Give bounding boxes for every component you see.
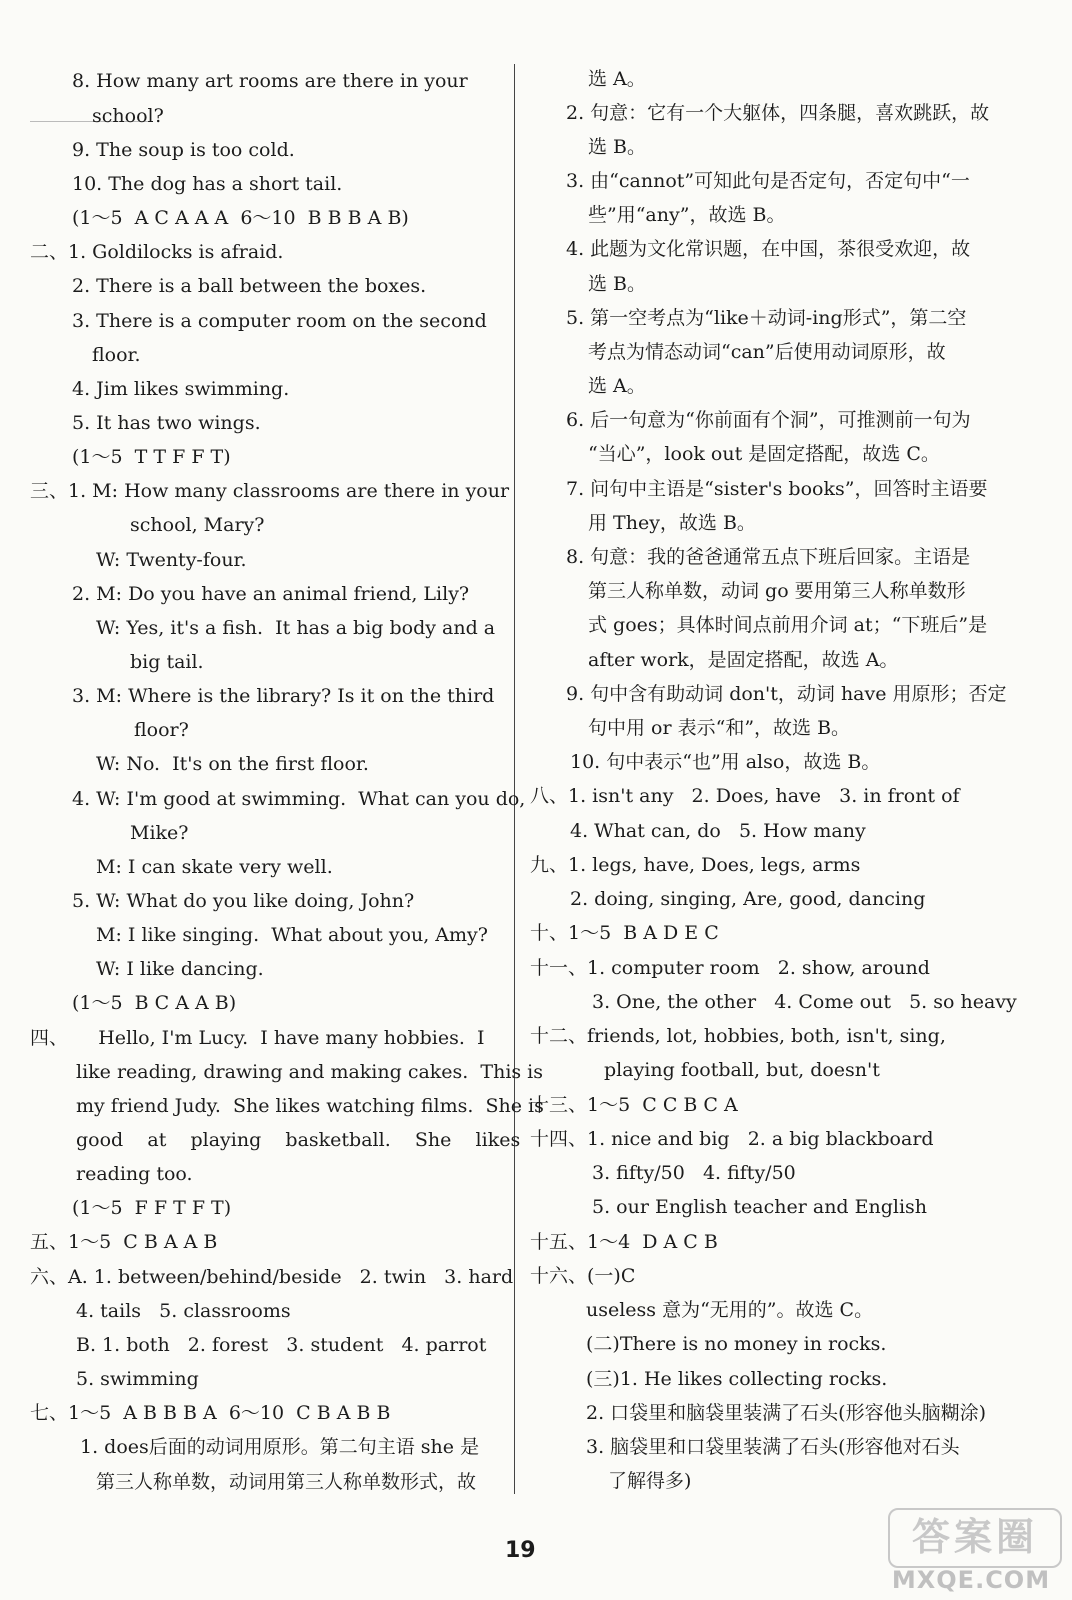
answer-line: W: Yes, it's a fish. It has a big body and a: [96, 617, 496, 639]
watermark-title: 答案圈: [888, 1508, 1062, 1568]
section-heading: 九、1. legs, have, Does, legs, arms: [530, 854, 861, 876]
watermark-logo: [880, 1508, 1062, 1596]
answer-line: 选 B。: [588, 136, 647, 158]
answer-line: 3. M: Where is the library? Is it on the third: [72, 685, 495, 707]
answer-line: 8. 句意：我的爸爸通常五点下班后回家。主语是: [566, 546, 971, 568]
section-heading: 十四、1. nice and big 2. a big blackboard: [530, 1128, 934, 1150]
section-heading: 四、 Hello, I'm Lucy. I have many hobbies. I: [30, 1027, 485, 1049]
answer-line: school, Mary?: [130, 514, 265, 536]
answer-line: 3. There is a computer room on the second: [72, 310, 487, 332]
answer-line: 9. 句中含有助动词 don't，动词 have 用原形；否定: [566, 683, 1007, 705]
answer-line: 4. W: I'm good at swimming. What can you do,: [72, 788, 526, 810]
answer-line: 10. 句中表示“也”用 also，故选 B。: [570, 751, 881, 773]
answer-line: floor?: [134, 719, 189, 741]
answer-line: reading too.: [76, 1163, 193, 1185]
section-heading: 十三、1～5 C C B C A: [530, 1094, 738, 1116]
answer-line: 3. fifty/50 4. fifty/50: [592, 1162, 796, 1184]
answer-line: 5. swimming: [76, 1368, 199, 1390]
answer-line: 些”用“any”，故选 B。: [588, 204, 786, 226]
answer-line: “当心”，look out 是固定搭配，故选 C。: [588, 443, 940, 465]
answer-line: 了解得多): [608, 1470, 692, 1492]
answer-line: after work，是固定搭配，故选 A。: [588, 649, 899, 671]
answer-line: W: No. It's on the first floor.: [96, 753, 369, 775]
answer-line: 9. The soup is too cold.: [72, 139, 295, 161]
answer-line: 1. does后面的动词用原形。第二句主语 she 是: [80, 1436, 480, 1458]
answer-line: B. 1. both 2. forest 3. student 4. parrot: [76, 1334, 487, 1356]
page-number: 19: [505, 1538, 536, 1563]
answer-line: 选 A。: [588, 68, 646, 90]
answer-line: playing football, but, doesn't: [604, 1059, 880, 1081]
answer-line: 选 B。: [588, 273, 647, 295]
column-divider: [514, 64, 515, 1494]
section-heading: 十五、1～4 D A C B: [530, 1231, 718, 1253]
answer-line: 3. One, the other 4. Come out 5. so heavy: [592, 991, 1017, 1013]
section-heading: 十六、(一)C: [530, 1265, 636, 1287]
answer-line: W: Twenty-four.: [96, 549, 247, 571]
answer-line: 3. 由“cannot”可知此句是否定句，否定句中“一: [566, 170, 970, 192]
answer-line: 考点为情态动词“can”后使用动词原形，故: [588, 341, 946, 363]
answer-line: 8. How many art rooms are there in your: [72, 70, 468, 92]
answer-line: 2. doing, singing, Are, good, dancing: [570, 888, 926, 910]
section-heading: 五、1～5 C B A A B: [30, 1231, 218, 1253]
answer-line: 句中用 or 表示“和”，故选 B。: [588, 717, 851, 739]
answer-line: (1～5 F F T F T): [72, 1197, 232, 1219]
answer-line: 4. What can, do 5. How many: [570, 820, 866, 842]
answer-line: 式 goes；具体时间点前用介词 at；“下班后”是: [588, 614, 988, 636]
answer-line: like reading, drawing and making cakes. This is: [76, 1061, 544, 1083]
answer-line: W: I like dancing.: [96, 958, 264, 980]
answer-line: 5. It has two wings.: [72, 412, 261, 434]
answer-line: 第三人称单数，动词 go 要用第三人称单数形: [588, 580, 966, 602]
watermark-url: MXQE.COM: [891, 1566, 1051, 1594]
answer-line: (三)1. He likes collecting rocks.: [586, 1368, 888, 1390]
answer-line: big tail.: [130, 651, 204, 673]
answer-line: school?: [92, 105, 164, 127]
section-heading: 六、A. 1. between/behind/beside 2. twin 3. hard: [30, 1266, 514, 1288]
answer-line: my friend Judy. She likes watching films. She is: [76, 1095, 544, 1117]
answer-line: 10. The dog has a short tail.: [72, 173, 343, 195]
section-heading: 十二、friends, lot, hobbies, both, isn't, sing,: [530, 1025, 946, 1047]
answer-line: 5. 第一空考点为“like＋动词-ing形式”，第二空: [566, 307, 967, 329]
section-heading: 八、1. isn't any 2. Does, have 3. in front of: [530, 785, 960, 807]
answer-line: 5. our English teacher and English: [592, 1196, 928, 1218]
answer-line: good at playing basketball. She likes: [76, 1129, 521, 1151]
answer-line: M: I like singing. What about you, Amy?: [96, 924, 488, 946]
answer-line: (1～5 A C A A A 6～10 B B B A B): [72, 207, 409, 229]
answer-line: 7. 问句中主语是“sister's books”，回答时主语要: [566, 478, 988, 500]
answer-line: Mike?: [130, 822, 189, 844]
answer-line: 4. 此题为文化常识题，在中国，茶很受欢迎，故: [566, 238, 971, 260]
section-heading: 十、1～5 B A D E C: [530, 922, 719, 944]
answer-line: 2. There is a ball between the boxes.: [72, 275, 427, 297]
answer-line: 5. W: What do you like doing, John?: [72, 890, 415, 912]
answer-line: 2. 口袋里和脑袋里装满了石头(形容他头脑糊涂): [586, 1402, 986, 1424]
section-heading: 二、1. Goldilocks is afraid.: [30, 241, 284, 263]
answer-line: M: I can skate very well.: [96, 856, 333, 878]
answer-line: (二)There is no money in rocks.: [586, 1333, 887, 1355]
section-heading: 七、1～5 A B B B A 6～10 C B A B B: [30, 1402, 391, 1424]
answer-line: floor.: [92, 344, 141, 366]
answer-line: 2. 句意：它有一个大躯体，四条腿，喜欢跳跃，故: [566, 102, 990, 124]
answer-line: 用 They，故选 B。: [588, 512, 756, 534]
answer-line: (1～5 T T F F T): [72, 446, 231, 468]
answer-line: 6. 后一句意为“你前面有个洞”，可推测前一句为: [566, 409, 971, 431]
answer-line: 4. Jim likes swimming.: [72, 378, 290, 400]
answer-line: useless 意为“无用的”。故选 C。: [586, 1299, 874, 1321]
answer-line: (1～5 B C A A B): [72, 992, 237, 1014]
answer-line: 第三人称单数，动词用第三人称单数形式，故: [96, 1471, 477, 1493]
answer-line: 选 A。: [588, 375, 646, 397]
answer-line: 4. tails 5. classrooms: [76, 1300, 291, 1322]
answer-line: 3. 脑袋里和口袋里装满了石头(形容他对石头: [586, 1436, 960, 1458]
answer-line: 2. M: Do you have an animal friend, Lily?: [72, 583, 470, 605]
section-heading: 三、1. M: How many classrooms are there in your: [30, 480, 510, 502]
section-heading: 十一、1. computer room 2. show, around: [530, 957, 930, 979]
